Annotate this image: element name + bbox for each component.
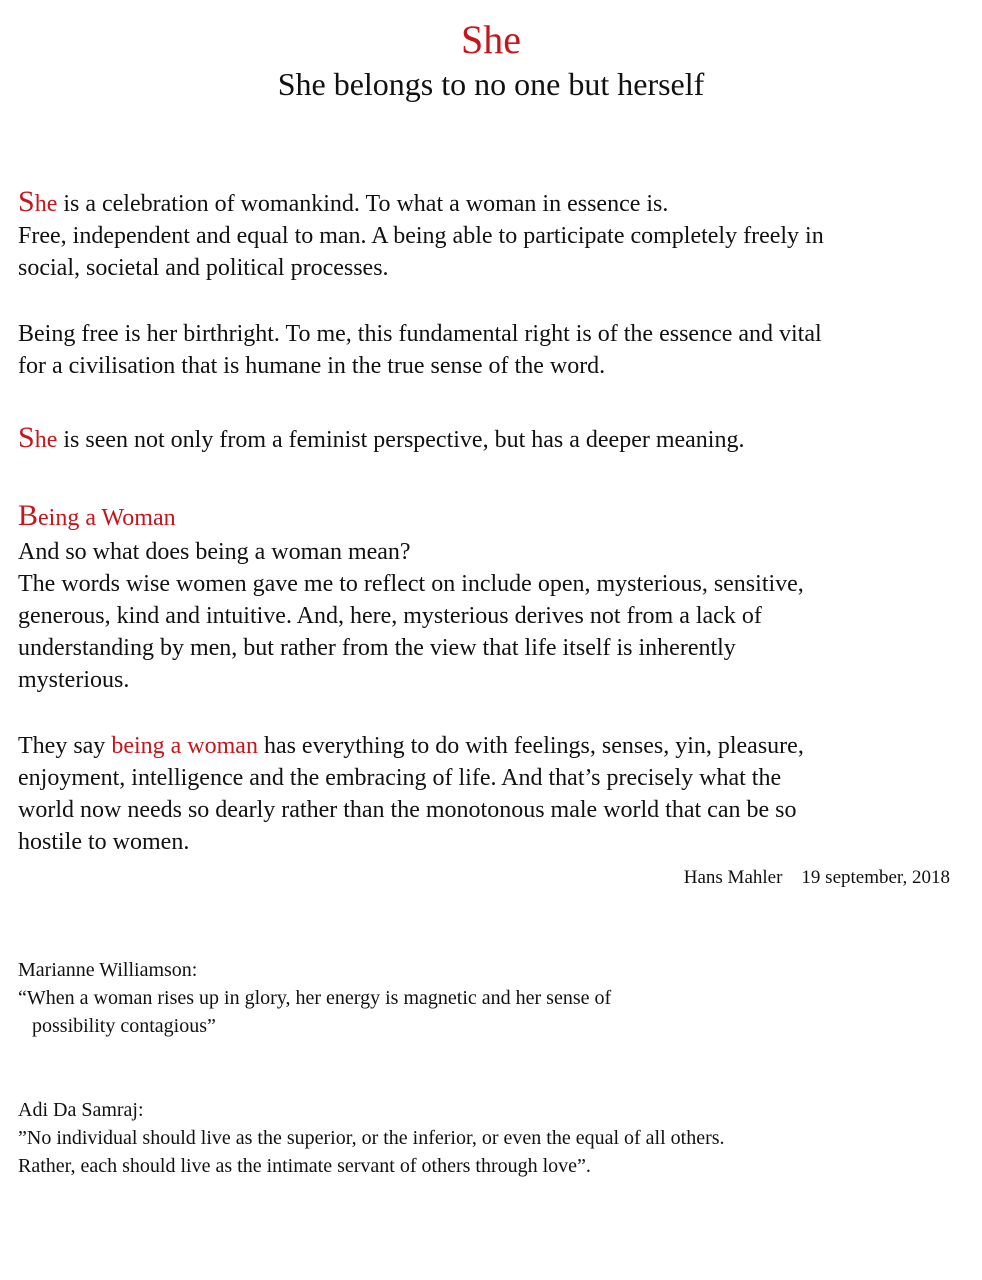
quote-author: Marianne Williamson: [18,959,198,981]
birthright-line-2: for a civilisation that is humane in the true sense of the word. [18,353,606,379]
signature [684,864,950,892]
quote-williamson [18,956,958,1040]
quote-line-1: ”No individual should live as the superior, or the inferior, or even the equal of all others. [18,1127,725,1149]
highlight-being-a-woman: being a woman [111,733,258,759]
dropcap-b: B [18,499,39,532]
signature-author: Hans Mahler [683,867,783,888]
feelings-post: has everything to do with feelings, senses, yin, pleasure, [257,733,804,759]
page-subtitle: She belongs to no one but herself [277,66,705,102]
signature-date: 19 september, 2018 [801,867,950,888]
section-heading [18,500,978,534]
feelings-line-2: enjoyment, intelligence and the embracing of life. And that’s precisely what the [18,765,782,791]
quote-line-2: possibility contagious” [32,1015,216,1037]
paragraph-birthright [18,318,978,382]
meaning-line-2: The words wise women gave me to reflect on include open, mysterious, sensitive, [18,571,804,597]
she-word-rest: he [34,191,58,217]
intro-line-3: social, societal and political processes. [18,255,389,281]
quote-line-1: “When a woman rises up in glory, her energy is magnetic and her sense of [18,987,612,1009]
feelings-line-4: hostile to women. [18,829,190,855]
paragraph-intro [18,186,978,284]
intro-line-2: Free, independent and equal to man. A being able to participate completely freely in [18,223,824,249]
paragraph-feminist [18,422,978,456]
feminist-line: is seen not only from a feminist perspective, but has a deeper meaning. [57,427,745,453]
meaning-line-3: generous, kind and intuitive. And, here, mysterious derives not from a lack of [18,603,762,629]
feelings-pre: They say [18,733,112,759]
meaning-line-4: understanding by men, but rather from the view that life itself is inherently [18,635,736,661]
paragraph-feelings [18,730,978,858]
paragraph-meaning [18,536,978,696]
heading-rest: eing a Woman [38,505,176,531]
meaning-line-1: And so what does being a woman mean? [18,539,411,565]
birthright-line-1: Being free is her birthright. To me, this fundamental right is of the essence and vital [18,321,822,347]
quote-adi-da [18,1096,958,1180]
dropcap-s: S [18,185,35,218]
dropcap-s: S [18,421,35,454]
intro-line-1: is a celebration of womankind. To what a woman in essence is. [57,191,669,217]
she-word-rest: he [34,427,58,453]
quote-author: Adi Da Samraj: [18,1099,144,1121]
page-title: She [461,17,521,62]
meaning-line-5: mysterious. [18,667,130,693]
feelings-line-3: world now needs so dearly rather than the monotonous male world that can be so [18,797,797,823]
quote-line-2: Rather, each should live as the intimate servant of others through love”. [18,1155,591,1177]
